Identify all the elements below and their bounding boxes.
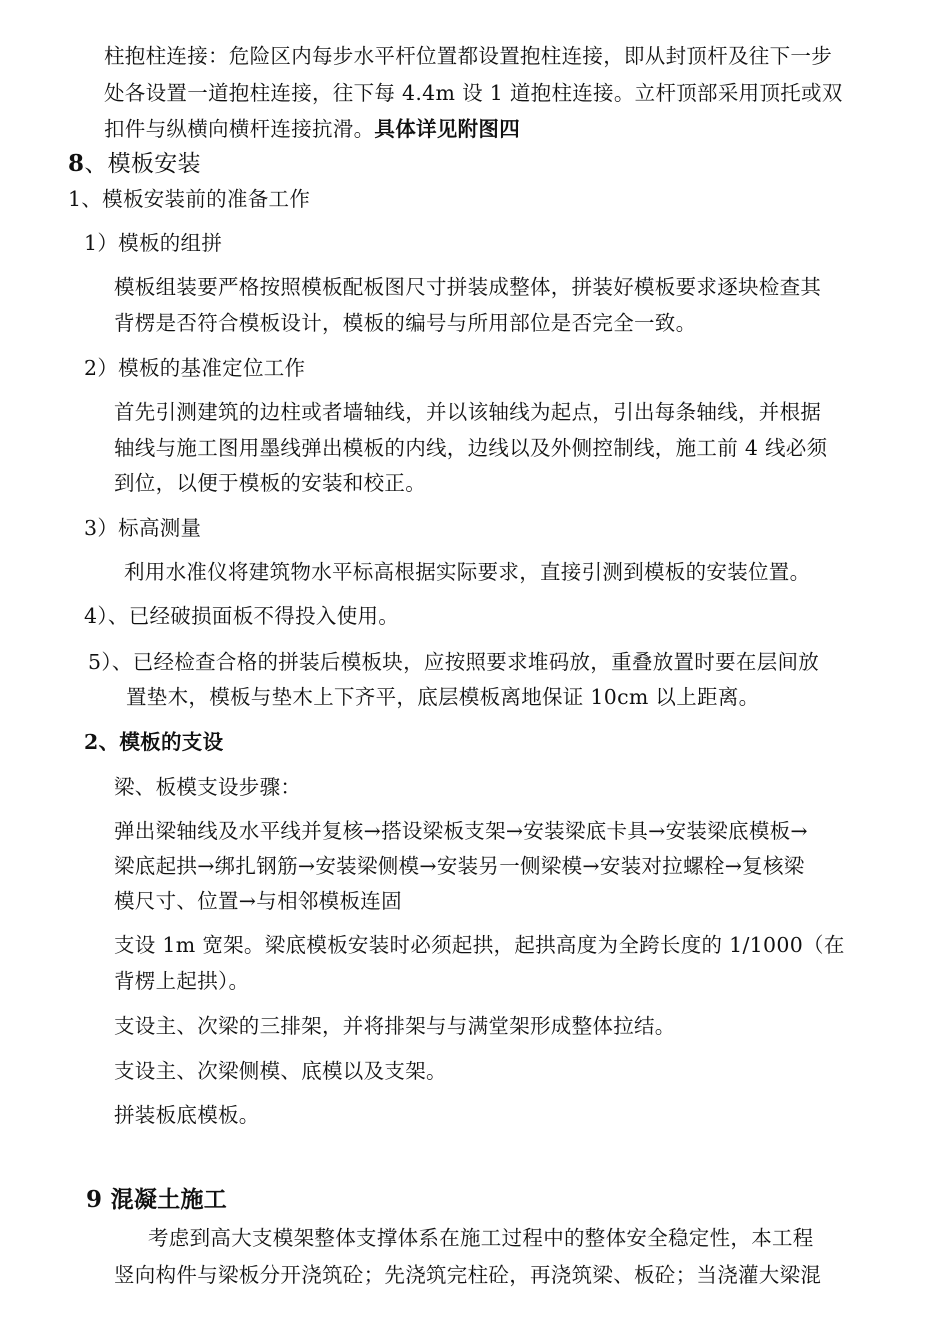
paragraph-line: 柱抱柱连接：危险区内每步水平杆位置都设置抱柱连接，即从封顶杆及往下一步: [104, 44, 832, 68]
paragraph-line: 5）、已经检查合格的拼装后模板块，应按照要求堆码放，重叠放置时要在层间放: [88, 650, 820, 674]
paragraph-line: 利用水准仪将建筑物水平标高根据实际要求，直接引测到模板的安装位置。: [124, 560, 811, 584]
paragraph-line: 模板组装要严格按照模板配板图尺寸拼装成整体，拼装好模板要求逐块检查其: [114, 275, 822, 299]
paragraph-line: 梁、板模支设步骤：: [114, 775, 302, 799]
subsection-heading: 2、模板的支设: [84, 730, 224, 754]
item-heading: 4）、已经破损面板不得投入使用。: [84, 604, 400, 628]
section-heading-8: [68, 150, 201, 178]
paragraph-text: 扣件与纵横向横杆连接抗滑。: [104, 117, 375, 141]
paragraph-line: 拼装板底模板。: [114, 1103, 260, 1127]
paragraph-line: 置垫木，模板与垫木上下齐平，底层模板离地保证 10cm 以上距离。: [126, 685, 760, 709]
item-heading: 2）模板的基准定位工作: [84, 356, 306, 380]
paragraph-line: [104, 115, 520, 143]
paragraph-line: 背楞上起拱）。: [114, 969, 250, 993]
paragraph-line: 处各设置一道抱柱连接，往下每 4.4m 设 1 道抱柱连接。立杆顶部采用顶托或双: [104, 81, 843, 105]
paragraph-line: 背楞是否符合模板设计，模板的编号与所用部位是否完全一致。: [114, 311, 697, 335]
paragraph-line: 支设 1m 宽架。梁底模板安装时必须起拱，起拱高度为全跨长度的 1/1000（在: [114, 933, 845, 957]
item-heading: 3）标高测量: [84, 516, 202, 540]
paragraph-line: 支设主、次梁的三排架，并将排架与与满堂架形成整体拉结。: [114, 1014, 676, 1038]
paragraph-line: 到位，以便于模板的安装和校正。: [114, 471, 426, 495]
subsection-heading: 1、模板安装前的准备工作: [68, 187, 311, 211]
paragraph-line: 弹出梁轴线及水平线并复核→搭设梁板支架→安装梁底卡具→安装梁底模板→: [114, 819, 808, 843]
item-heading: 1）模板的组拼: [84, 231, 223, 255]
section-title: 、模板安装: [84, 151, 201, 177]
paragraph-line: 轴线与施工图用墨线弹出模板的内线，边线以及外侧控制线，施工前 4 线必须: [114, 436, 828, 460]
section-heading-9: 9 混凝土施工: [86, 1186, 228, 1213]
paragraph-line: 梁底起拱→绑扎钢筋→安装梁侧模→安装另一侧梁模→安装对拉螺栓→复核梁: [114, 854, 805, 878]
paragraph-line: 首先引测建筑的边柱或者墙轴线，并以该轴线为起点，引出每条轴线，并根据: [114, 400, 822, 424]
figure-reference: 具体详见附图四: [374, 117, 521, 141]
paragraph-line: 支设主、次梁侧模、底模以及支架。: [114, 1059, 447, 1083]
paragraph-line: 模尺寸、位置→与相邻模板连固: [114, 889, 402, 913]
paragraph-line: 竖向构件与梁板分开浇筑砼；先浇筑完柱砼，再浇筑梁、板砼；当浇灌大梁混: [114, 1263, 822, 1287]
paragraph-line: 考虑到高大支模架整体支撑体系在施工过程中的整体安全稳定性，本工程: [148, 1226, 814, 1250]
section-number: 8: [68, 150, 85, 177]
